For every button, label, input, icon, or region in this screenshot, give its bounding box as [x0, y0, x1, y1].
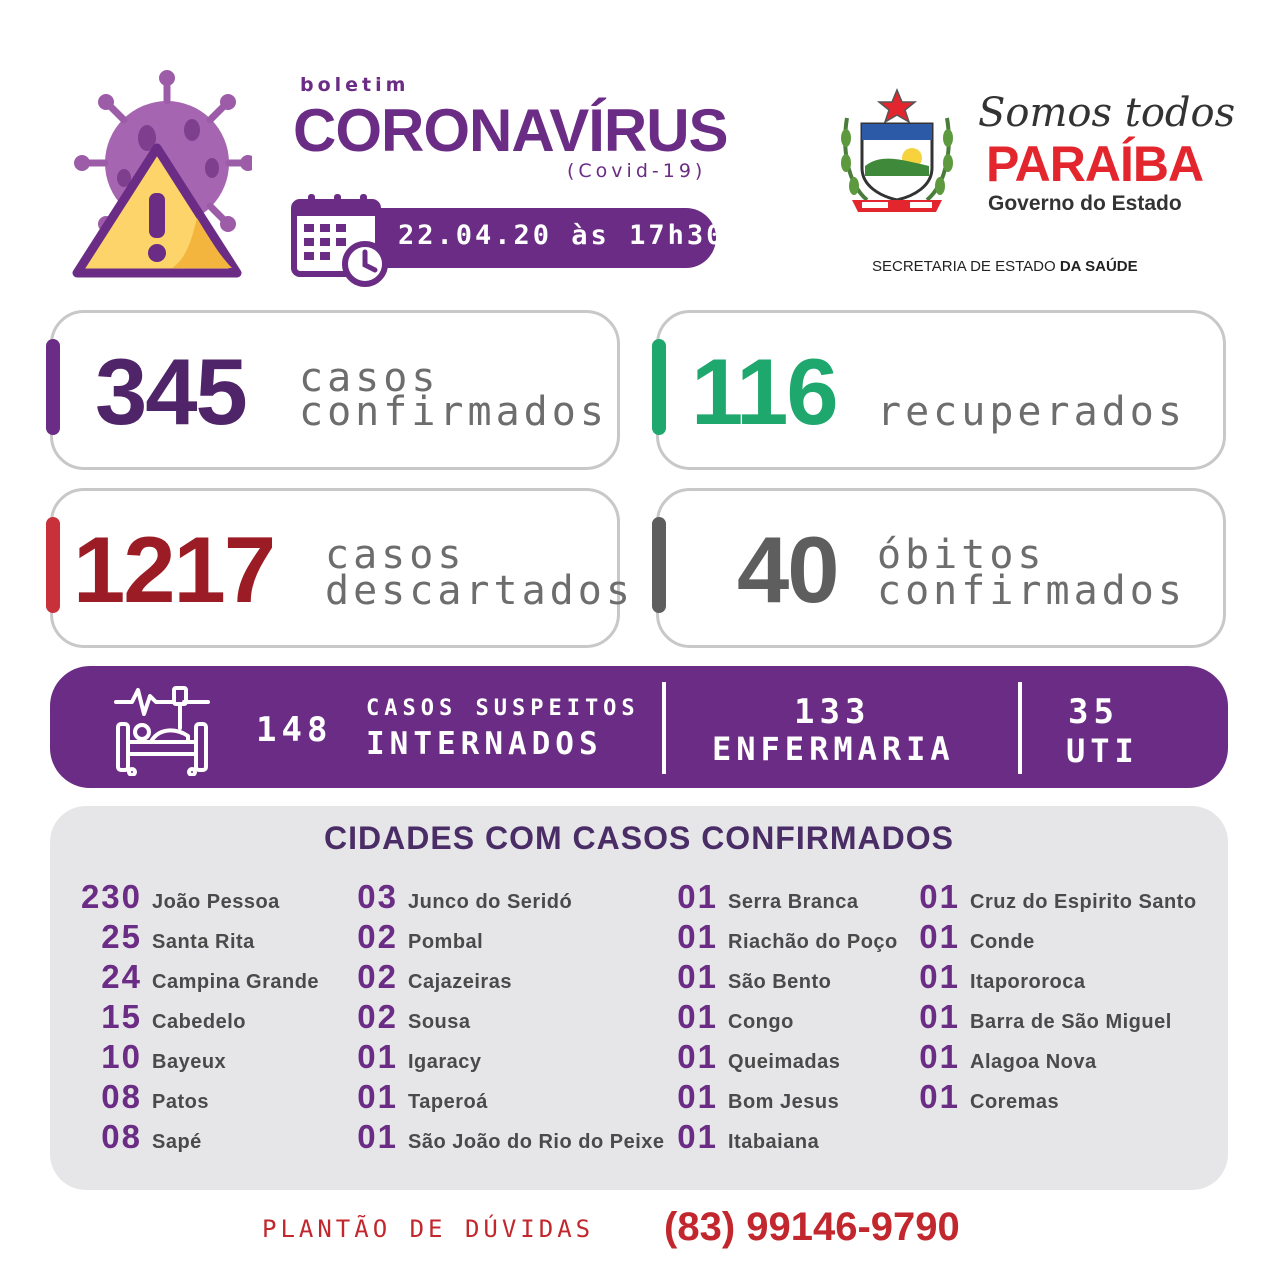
city-name: Igaracy [408, 1051, 482, 1073]
confirmed-accent-bar [46, 339, 60, 435]
bulletin-date: 22.04.20 às 17h30 [398, 220, 726, 251]
city-name: Cabedelo [152, 1011, 247, 1033]
city-name: João Pessoa [152, 891, 280, 913]
cities-column-3 [672, 878, 898, 1158]
city-row [672, 1038, 898, 1078]
city-count: 01 [677, 998, 718, 1035]
deaths-label-line1: óbitos [877, 532, 1046, 578]
city-count: 25 [101, 918, 142, 955]
discarded-cases-card [50, 488, 634, 648]
city-name: Conde [970, 931, 1035, 953]
city-row [72, 878, 319, 918]
city-name: Cruz do Espirito Santo [970, 891, 1197, 913]
city-row [672, 918, 898, 958]
city-name: São João do Rio do Peixe [408, 1131, 665, 1153]
coat-of-arms-emblem [832, 88, 962, 218]
city-row [352, 878, 665, 918]
icu-value: 35 [1068, 692, 1119, 732]
discarded-value: 1217 [73, 517, 275, 622]
confirmed-label-line2: confirmados [299, 389, 608, 435]
city-row [352, 1038, 665, 1078]
city-count: 01 [357, 1078, 398, 1115]
city-count: 08 [101, 1118, 142, 1155]
slogan: Somos todos [978, 90, 1236, 136]
city-row [914, 998, 1197, 1038]
city-row [72, 1078, 319, 1118]
city-name: São Bento [728, 971, 832, 993]
city-count: 01 [677, 1078, 718, 1115]
city-count: 03 [357, 878, 398, 915]
hospital-bed-icon [112, 684, 212, 776]
city-count: 01 [677, 1038, 718, 1075]
city-row [914, 1038, 1197, 1078]
help-line-label: PLANTÃO DE DÚVIDAS [262, 1215, 595, 1243]
city-name: Congo [728, 1011, 794, 1033]
city-count: 15 [101, 998, 142, 1035]
city-row [672, 1078, 898, 1118]
deaths-label-line2: confirmados [877, 568, 1186, 614]
cities-column-1 [72, 878, 319, 1158]
city-count: 01 [677, 958, 718, 995]
city-name: Itapororoca [970, 971, 1086, 993]
government-label: Governo do Estado [988, 192, 1182, 215]
city-name: Alagoa Nova [970, 1051, 1097, 1073]
confirmed-label-line1: casos [299, 355, 440, 401]
city-count: 01 [357, 1118, 398, 1155]
discarded-label-line1: casos [325, 532, 466, 578]
city-count: 01 [919, 918, 960, 955]
confirmed-value: 345 [95, 339, 246, 444]
city-row [914, 878, 1197, 918]
calendar-clock-icon [290, 192, 390, 288]
city-count: 01 [357, 1038, 398, 1075]
city-row [672, 958, 898, 998]
city-row [914, 958, 1197, 998]
suspected-label-line1: CASOS SUSPEITOS [366, 696, 640, 721]
deaths-value: 40 [737, 517, 838, 622]
ward-label: ENFERMARIA [712, 730, 955, 768]
discarded-accent-bar [46, 517, 60, 613]
city-name: Patos [152, 1091, 209, 1113]
city-name: Sapé [152, 1131, 202, 1153]
city-row [672, 1118, 898, 1158]
city-name: Riachão do Poço [728, 931, 898, 953]
cities-panel [50, 806, 1228, 1190]
suspected-value: 148 [256, 710, 333, 750]
city-name: Cajazeiras [408, 971, 512, 993]
discarded-label-line2: descartados [325, 568, 634, 614]
confirmed-cases-card [50, 310, 620, 470]
city-count: 01 [677, 878, 718, 915]
city-count: 230 [80, 878, 142, 915]
help-line-phone: (83) 99146-9790 [664, 1205, 960, 1249]
city-row [72, 958, 319, 998]
recovered-card [656, 310, 1226, 470]
suspected-label-line2: INTERNADOS [366, 726, 603, 762]
city-row [72, 998, 319, 1038]
city-row [352, 918, 665, 958]
city-row [352, 958, 665, 998]
city-name: Bom Jesus [728, 1091, 840, 1113]
city-count: 08 [101, 1078, 142, 1115]
recovered-value: 116 [691, 339, 837, 444]
city-row [72, 1038, 319, 1078]
page-title: CORONAVÍRUS [293, 97, 728, 164]
ward-value: 133 [794, 692, 871, 732]
city-count: 02 [357, 998, 398, 1035]
secretariat-label [872, 258, 1138, 275]
city-name: Serra Branca [728, 891, 859, 913]
city-name: Junco do Seridó [408, 891, 573, 913]
city-name: Itabaiana [728, 1131, 820, 1153]
icu-label: UTI [1066, 732, 1139, 770]
city-count: 01 [919, 878, 960, 915]
city-name: Santa Rita [152, 931, 255, 953]
city-row [914, 1078, 1197, 1118]
cities-column-2 [352, 878, 665, 1158]
virus-warning-icon [72, 68, 252, 283]
city-count: 02 [357, 918, 398, 955]
recovered-label: recuperados [877, 389, 1186, 435]
city-count: 01 [919, 1078, 960, 1115]
city-name: Coremas [970, 1091, 1060, 1113]
city-row [72, 1118, 319, 1158]
secretariat-prefix: SECRETARIA DE ESTADO [872, 258, 1060, 275]
city-name: Campina Grande [152, 971, 320, 993]
city-row [914, 918, 1197, 958]
city-count: 01 [919, 1038, 960, 1075]
city-row [72, 918, 319, 958]
recovered-accent-bar [652, 339, 666, 435]
city-count: 10 [101, 1038, 142, 1075]
city-count: 01 [919, 958, 960, 995]
city-row [672, 998, 898, 1038]
cities-title: CIDADES COM CASOS CONFIRMADOS [324, 820, 954, 856]
city-count: 01 [919, 998, 960, 1035]
page-subtitle: (Covid-19) [567, 160, 707, 182]
city-row [352, 1078, 665, 1118]
secretariat-bold: DA SAÚDE [1059, 258, 1138, 275]
deaths-accent-bar [652, 517, 666, 613]
banner-divider-2 [1018, 682, 1022, 774]
city-row [352, 998, 665, 1038]
cities-column-4 [914, 878, 1197, 1118]
hospitalized-banner [50, 666, 1228, 788]
city-name: Bayeux [152, 1051, 227, 1073]
city-name: Pombal [408, 931, 484, 953]
city-name: Queimadas [728, 1051, 841, 1073]
city-count: 02 [357, 958, 398, 995]
bulletin-kicker: boletim [300, 74, 410, 96]
city-count: 01 [677, 1118, 718, 1155]
city-count: 01 [677, 918, 718, 955]
city-row [352, 1118, 665, 1158]
city-row [672, 878, 898, 918]
city-name: Sousa [408, 1011, 471, 1033]
deaths-card [656, 488, 1226, 648]
city-count: 24 [101, 958, 142, 995]
city-name: Taperoá [408, 1091, 488, 1113]
state-name: PARAÍBA [986, 136, 1204, 192]
banner-divider-1 [662, 682, 666, 774]
city-name: Barra de São Miguel [970, 1011, 1172, 1033]
